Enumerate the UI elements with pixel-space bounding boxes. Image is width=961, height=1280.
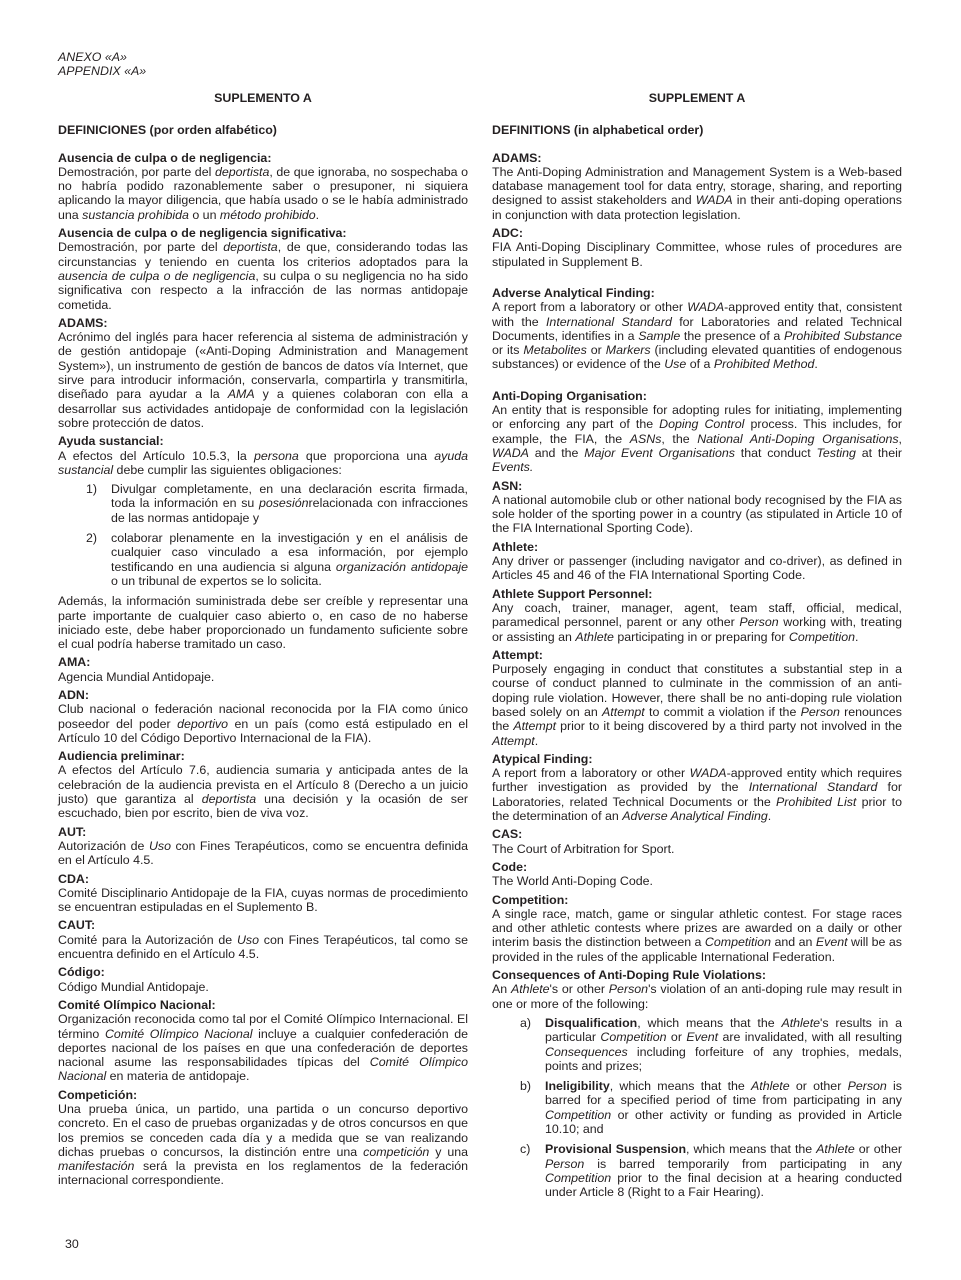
supplement-title: SUPLEMENTO A: [214, 91, 312, 105]
text-run: An entity that is responsible for adopting rules for initiating, implementing or enforcing any part of the: [492, 403, 902, 432]
text-run: The Anti-Doping Administration and Management System is a Web-based database management tool for data entry, storage, sharing, and reporting designed to assist stakeholders and: [492, 164, 902, 208]
text-run: , which means that the: [609, 1079, 752, 1094]
text-run: and the: [528, 445, 585, 460]
text-run: FIA Anti-Doping Disciplinary Committee, whose rules of procedures are stipulated in Supplement B.: [492, 240, 902, 269]
defined-term-italic: International Standard: [748, 780, 878, 795]
definition-term: Consequences of Anti-Doping Rule Violations:: [492, 968, 766, 983]
defined-term-italic: Use: [664, 357, 687, 372]
definition-entry: [58, 825, 468, 868]
text-run: A national automobile club or other national body recognised by the FIA as sole holder of the sporting power in a country (as stipulated in Article 10 of the FIA International Sporting Code).: [492, 492, 902, 536]
definition-term: Athlete:: [492, 539, 539, 554]
definition-text: [58, 886, 468, 915]
definition-entry: [492, 968, 902, 1199]
defined-term-italic: Competition: [545, 1170, 612, 1185]
text-run: .: [767, 809, 772, 824]
text-run: of a: [686, 357, 714, 372]
definition-entry: [58, 151, 468, 222]
defined-term-italic: ausencia de culpa o de negligencia: [58, 268, 256, 283]
definition-term: ADAMS:: [492, 150, 542, 165]
text-run: participating in or preparing for: [613, 629, 789, 644]
definition-text: [492, 874, 902, 888]
definition-term: Comité Olímpico Nacional:: [58, 997, 216, 1012]
list-item: [492, 1016, 902, 1073]
text-run: is barred for a specified period of time from participating in any: [545, 1079, 902, 1108]
defined-term-italic: Attempt: [602, 704, 645, 719]
text-run: con Fines Terapéuticos, tal como se encuentra definido en el Artículo 4.5.: [58, 932, 469, 962]
text-run: o un: [188, 207, 220, 222]
definition-entry: [58, 998, 468, 1084]
defined-term-italic: Competition: [788, 629, 855, 644]
definition-text: [492, 982, 902, 1011]
definition-entry: [58, 316, 468, 430]
text-run: incluye a cualquier confederación de deportes nacional de los países en que una confederación de deportes nacional asume las responsabilidades típicas del: [58, 1026, 468, 1070]
text-run: or other activity or funding as provided in Article 10.10; and: [545, 1107, 902, 1136]
list-item: [58, 482, 468, 525]
defined-term-italic: Athlete: [575, 629, 614, 644]
definition-entry: [58, 872, 468, 915]
definition-text: [58, 1012, 468, 1083]
text-run: .: [855, 629, 859, 644]
definition-text: [58, 449, 468, 478]
definition-entry: [492, 860, 902, 889]
definition-text: [492, 165, 902, 222]
spanish-column: [58, 91, 468, 1192]
defined-term-italic: Athlete: [751, 1079, 790, 1094]
text-run: The World Anti-Doping Code.: [492, 874, 653, 889]
list-marker: b): [520, 1079, 532, 1094]
defined-term-italic: Major Event Organisations: [584, 445, 735, 460]
defined-term-italic: manifestación: [58, 1159, 135, 1174]
definition-entry: [492, 648, 902, 748]
defined-term-italic: Person: [739, 615, 779, 630]
list-item: [492, 1142, 902, 1199]
definition-term: Adverse Analytical Finding:: [492, 285, 655, 300]
definitions-title: DEFINICIONES (por orden alfabético): [58, 123, 277, 138]
text-run: y una: [429, 1144, 468, 1159]
text-run: for Laboratories, related Technical Documents or the: [492, 780, 902, 809]
definition-term: ADN:: [58, 687, 89, 702]
definition-entry: [58, 434, 468, 651]
definition-entry: [492, 587, 902, 644]
text-run: Una prueba única, un partido, una partida o un concurso deportivo concreto. En el caso de pruebas organizadas y de otros concursos en que los premios se conceden cada día y a medida que se van realizando dichas pruebas o concursos, la distinción entre una: [58, 1102, 468, 1159]
definition-text: [58, 240, 468, 311]
defined-term-italic: persona: [253, 448, 299, 463]
defined-term-italic: Person: [545, 1156, 585, 1171]
text-run: Club nacional o federación nacional reconocida por la FIA como único poseedor del poder: [58, 702, 468, 731]
text-run: debe cumplir las siguientes obligaciones:: [113, 462, 342, 477]
defined-term-italic: Athlete: [781, 1015, 821, 1030]
text-run: for Laboratories and related Technical Documents, identifies in a: [492, 314, 902, 343]
definition-text: [492, 601, 902, 644]
text-run: Acrónimo del inglés para hacer referencia al sistema de administración y de gestión antidopaje («Anti-Doping Administration and Management System»), un instrumento de gestión de bancos de datos vía Internet, que sirve para introducir información, conservarla, compartirla y transmitirla, diseñado para ayudar a la: [58, 330, 468, 402]
defined-term-italic: Prohibited Method: [713, 357, 815, 372]
definition-term: Ausencia de culpa o de negligencia significativa:: [58, 226, 347, 241]
definition-term: Ausencia de culpa o de negligencia:: [58, 150, 272, 165]
text-run: renounces the: [492, 704, 902, 734]
definition-entry: [58, 965, 468, 994]
list-item: [58, 531, 468, 588]
annex-label-es: ANEXO «A»: [58, 50, 127, 64]
text-run: and an: [771, 935, 816, 950]
definition-term: Attempt:: [492, 647, 543, 662]
text-run: , which means that the: [686, 1142, 817, 1157]
definition-text: [58, 702, 468, 745]
defined-term-italic: Metabolites: [523, 343, 587, 358]
definition-term: ADC:: [492, 226, 523, 241]
defined-term-italic: competición: [363, 1144, 430, 1159]
text-run: -approved entity which requires further investigation as provided by the: [492, 766, 902, 795]
definition-term: Anti-Doping Organisation:: [492, 388, 647, 403]
definition-term: CAUT:: [58, 918, 96, 933]
defined-term-italic: sustancia prohibida: [82, 207, 189, 222]
defined-term-italic: deportista: [223, 240, 278, 255]
definition-text: [492, 662, 902, 748]
text-run: será la prevista en los reglamentos de la federación internacional correspondiente.: [58, 1159, 468, 1188]
text-run: .: [315, 207, 320, 222]
definition-term: ASN:: [492, 478, 523, 493]
list-item-lead: Ineligibility: [545, 1079, 610, 1094]
defined-term-italic: ayuda sustancial: [58, 448, 468, 477]
defined-term-italic: Comité Olímpico Nacional: [104, 1026, 253, 1041]
definition-text: [492, 766, 902, 823]
definition-term: CAS:: [492, 827, 523, 842]
list-item: [492, 1079, 902, 1136]
text-run: A report from a laboratory or other: [492, 300, 688, 315]
defined-term-italic: Uso: [236, 932, 260, 947]
text-run: or: [666, 1030, 687, 1045]
definition-entry: [492, 827, 902, 856]
definition-entry: [58, 918, 468, 961]
text-run: , which means that the: [637, 1015, 782, 1030]
defined-term-italic: Person: [847, 1079, 887, 1094]
definition-text: [58, 165, 468, 222]
definition-text: [58, 1102, 468, 1188]
list-item-lead: Provisional Suspension: [545, 1142, 687, 1157]
defined-term-italic: WADA: [689, 766, 727, 781]
defined-term-italic: Attempt: [513, 719, 557, 734]
definition-entry: [58, 688, 468, 745]
text-run: prior to the final decision at a hearing conducted under Article 8 (Right to a Fair Hearing).: [545, 1170, 902, 1200]
defined-term-italic: WADA: [687, 300, 725, 315]
text-run: The Court of Arbitration for Sport.: [492, 841, 675, 856]
definition-entry: [492, 389, 902, 475]
list-marker: c): [520, 1142, 531, 1157]
text-run: una decisión y la ocasión de ser escuchado, bien por escrito, bien de viva voz.: [58, 792, 468, 821]
defined-term-italic: Doping Control: [659, 417, 745, 432]
page-number: 30: [65, 1237, 79, 1251]
definition-text: [58, 933, 468, 962]
text-run: including forfeiture of any trophies, medals, points and prizes;: [545, 1044, 902, 1073]
definitions-list: [58, 151, 468, 1188]
text-run: or other: [854, 1142, 902, 1157]
defined-term-italic: Competition: [704, 935, 772, 950]
list-item-lead: Disqualification: [545, 1015, 638, 1030]
text-run: prior to the determination of an: [492, 794, 902, 824]
definition-term: Audiencia preliminar:: [58, 749, 185, 764]
text-run: Any driver or passenger (including navigator and co-driver), as defined in Articles 45 and 46 of the FIA International Sporting Code.: [492, 554, 902, 583]
text-run: -approved entity that, consistent with the: [492, 300, 903, 329]
text-run: relacionada con infracciones de las normas antidopaje y: [111, 496, 469, 525]
text-run: ,: [898, 431, 902, 446]
text-run: is barred temporarily from participating in any: [584, 1156, 902, 1171]
text-run: to commit a violation if the: [644, 704, 801, 719]
defined-term-italic: WADA: [492, 445, 529, 460]
list-marker: a): [520, 1015, 532, 1030]
definition-text: [492, 300, 902, 371]
definition-entry: [492, 286, 902, 372]
defined-term-italic: Person: [800, 704, 840, 719]
list-marker: 2): [86, 531, 98, 546]
definition-term: AMA:: [58, 655, 91, 670]
definition-term: Code:: [492, 859, 528, 874]
definition-text: [58, 980, 468, 994]
text-run: will be as provided in the rules of the applicable International Federation.: [492, 935, 902, 964]
defined-term-italic: WADA: [695, 193, 733, 208]
definition-entry: [58, 226, 468, 312]
text-run: 's or other: [549, 982, 609, 997]
list-marker: 1): [86, 482, 98, 497]
defined-term-italic: Markers: [605, 343, 651, 358]
text-run: Demostración, por parte del: [58, 240, 224, 255]
defined-term-italic: Testing: [816, 445, 856, 460]
supplement-title: SUPPLEMENT A: [648, 91, 746, 105]
text-run: Organización reconocida como tal por el Comité Olímpico Internacional. El término: [58, 1012, 468, 1041]
definition-entry: [492, 151, 902, 222]
text-run: en un país (como está estipulado en el Artículo 10 del Código Deportivo Internacional de la FIA).: [58, 716, 468, 745]
text-run: .: [814, 357, 818, 372]
defined-term-italic: Athlete: [816, 1142, 855, 1157]
text-run: 's results in a particular: [545, 1015, 903, 1045]
definition-term: CDA:: [58, 871, 89, 886]
definition-term: Competición:: [58, 1087, 138, 1102]
text-run: que proporciona una: [298, 448, 435, 463]
defined-term-italic: Events.: [492, 460, 534, 475]
definition-term: Atypical Finding:: [492, 751, 593, 766]
defined-term-italic: Athlete: [510, 982, 550, 997]
definition-term: AUT:: [58, 824, 87, 839]
defined-term-italic: posesión: [258, 496, 309, 511]
definition-term: Código:: [58, 965, 105, 980]
defined-term-italic: Prohibited List: [776, 794, 857, 809]
text-run: Divulgar completamente, en una declaración escrita firmada, toda la información en su: [111, 482, 468, 511]
defined-term-italic: ASNs: [629, 431, 662, 446]
text-run: are invalidated, with all resulting: [718, 1030, 903, 1045]
defined-term-italic: AMA: [227, 387, 255, 402]
text-run: or: [586, 343, 606, 358]
text-run: the presence of a: [680, 328, 784, 343]
definition-entry: [58, 655, 468, 684]
text-run: Any coach, trainer, manager, agent, team staff, official, medical, paramedical personnel, parent or any other: [492, 600, 902, 630]
text-run: Demostración, por parte del: [58, 164, 215, 179]
definition-text: [492, 554, 902, 583]
defined-term-italic: Competition: [545, 1107, 612, 1122]
definition-text: [58, 763, 468, 820]
definitions-list: [492, 151, 902, 1200]
definition-text: [492, 842, 902, 856]
definition-entry: [58, 1088, 468, 1188]
definitions-title: DEFINITIONS (in alphabetical order): [492, 123, 704, 138]
definition-term: Competition:: [492, 892, 569, 907]
definition-text: [58, 330, 468, 430]
text-run: , de que, considerando todas las circunstancias y teniendo en cuenta los criterios adoptados para la: [58, 240, 468, 269]
text-run: An: [492, 982, 511, 997]
defined-term-italic: Consequences: [545, 1044, 628, 1059]
text-run: con Fines Terapéuticos, como se encuentra definida en el Artículo 4.5.: [58, 838, 468, 868]
text-run: Además, la información suministrada debe ser creíble y representar una parte importante de cualquier caso abierto o, en caso de no haberse iniciado este, debe haber proporcionado un fundamento suficiente sobre el cual podría haberse tramitado un caso.: [58, 594, 468, 652]
text-run: en materia de antidopaje.: [106, 1069, 250, 1084]
definition-text: [492, 907, 902, 964]
definition-term: Athlete Support Personnel:: [492, 586, 653, 601]
text-run: , su culpa o su negligencia no ha sido significativa con respecto a la infracción de las normas antidopaje cometida.: [58, 268, 468, 312]
text-run: prior to it being discovered by a third party not involved in the: [556, 719, 902, 734]
definition-text: [492, 403, 902, 474]
text-run: Comité para la Autorización de: [58, 932, 237, 947]
definition-text: [58, 839, 468, 868]
annex-label-en: APPENDIX «A»: [58, 64, 147, 79]
text-run: A efectos del Artículo 10.5.3, la: [58, 448, 254, 463]
defined-term-italic: deportivo: [177, 716, 229, 731]
text-run: in their anti-doping operations in conjunction with data protection legislation.: [492, 193, 902, 222]
defined-term-italic: Adverse Analytical Finding: [622, 809, 768, 824]
text-run: A single race, match, game or singular athletic contest. For stage races and other athletic contests where prizes are awarded on a daily or other interim basis the distinction between a: [492, 906, 902, 950]
text-run: .: [534, 733, 539, 748]
english-column: [492, 91, 902, 1205]
defined-term-italic: deportista: [214, 164, 270, 179]
defined-term-italic: Competition: [600, 1030, 667, 1045]
defined-term-italic: Prohibited Substance: [783, 328, 902, 343]
defined-term-italic: Uso: [148, 838, 171, 853]
text-run: , de que ignoraba, no sospechaba o no habría podido razonablemente saber o presuponer, ni siquiera aplicando la mayor diligencia, que había usado o se le había administrado una: [58, 164, 469, 222]
defined-term-italic: Attempt: [492, 733, 535, 748]
defined-term-italic: deportista: [201, 792, 257, 807]
definition-entry: [492, 540, 902, 583]
defined-term-italic: Comité Olímpico Nacional: [58, 1055, 468, 1084]
defined-term-italic: International Standard: [545, 314, 672, 329]
defined-term-italic: Sample: [638, 328, 681, 343]
text-run: Comité Disciplinario Antidopaje de la FIA, cuyas normas de procedimiento se encuentran estipuladas en el Suplemento B.: [58, 885, 468, 915]
definition-text: [492, 240, 902, 269]
text-run: or other: [789, 1079, 848, 1094]
text-run: that conduct: [734, 445, 817, 460]
text-run: A efectos del Artículo 7.6, audiencia sumaria y anticipada antes de la celebración de la audiencia prevista en el Artículo 8 (Derecho a un juicio justo) que garantiza al: [58, 763, 468, 807]
text-run: working with, treating or assisting an: [492, 615, 902, 644]
text-run: Agencia Mundial Antidopaje.: [58, 669, 215, 684]
definition-text: [492, 493, 902, 536]
defined-term-italic: Event: [686, 1030, 719, 1045]
text-run: process. This includes, for example, the FIA, the: [492, 417, 903, 446]
text-run: Código Mundial Antidopaje.: [58, 979, 209, 994]
definition-text: [58, 670, 468, 684]
text-run: at their: [855, 445, 902, 460]
definition-term: ADAMS:: [58, 315, 108, 330]
text-run: Purposely engaging in conduct that constitutes a substantial step in a course of conduct planned to culminate in the commission of an anti-doping rule violation. However, there shall be no anti-doping rule violation based solely on an: [492, 662, 902, 719]
definition-entry: [492, 479, 902, 536]
text-run: A report from a laboratory or other: [492, 766, 690, 781]
defined-term-italic: National Anti-Doping Organisations: [697, 431, 899, 446]
definition-text: [58, 594, 468, 651]
text-run: o un tribunal de expertos se lo solicita.: [111, 573, 322, 588]
appendix-header: [58, 50, 146, 79]
text-run: (including elevated quantities of endogenous substances) or evidence of the: [492, 343, 902, 372]
definition-entry: [492, 893, 902, 964]
definition-term: Ayuda sustancial:: [58, 434, 164, 449]
defined-term-italic: organización antidopaje: [335, 559, 469, 574]
text-run: or its: [492, 343, 524, 358]
defined-term-italic: método prohibido: [219, 207, 316, 222]
definition-entry: [58, 749, 468, 820]
text-run: Autorización de: [58, 838, 149, 853]
text-run: colaborar plenamente en la investigación y en el análisis de cualquier caso vinculado a esa información, por ejemplo testificando en una audiencia si alguna: [111, 531, 468, 574]
text-run: 's violation of an anti-doping rule may result in one or more of the following:: [492, 982, 902, 1011]
definition-entry: [492, 752, 902, 823]
defined-term-italic: Person: [608, 982, 649, 997]
text-run: , the: [661, 431, 698, 446]
defined-term-italic: Event: [815, 935, 848, 950]
definition-entry: [492, 226, 902, 269]
text-run: y a quienes colaboran con ella a desarrollar sus actividades antidopaje de conformidad con la legislación sobre protección de datos.: [58, 387, 468, 430]
